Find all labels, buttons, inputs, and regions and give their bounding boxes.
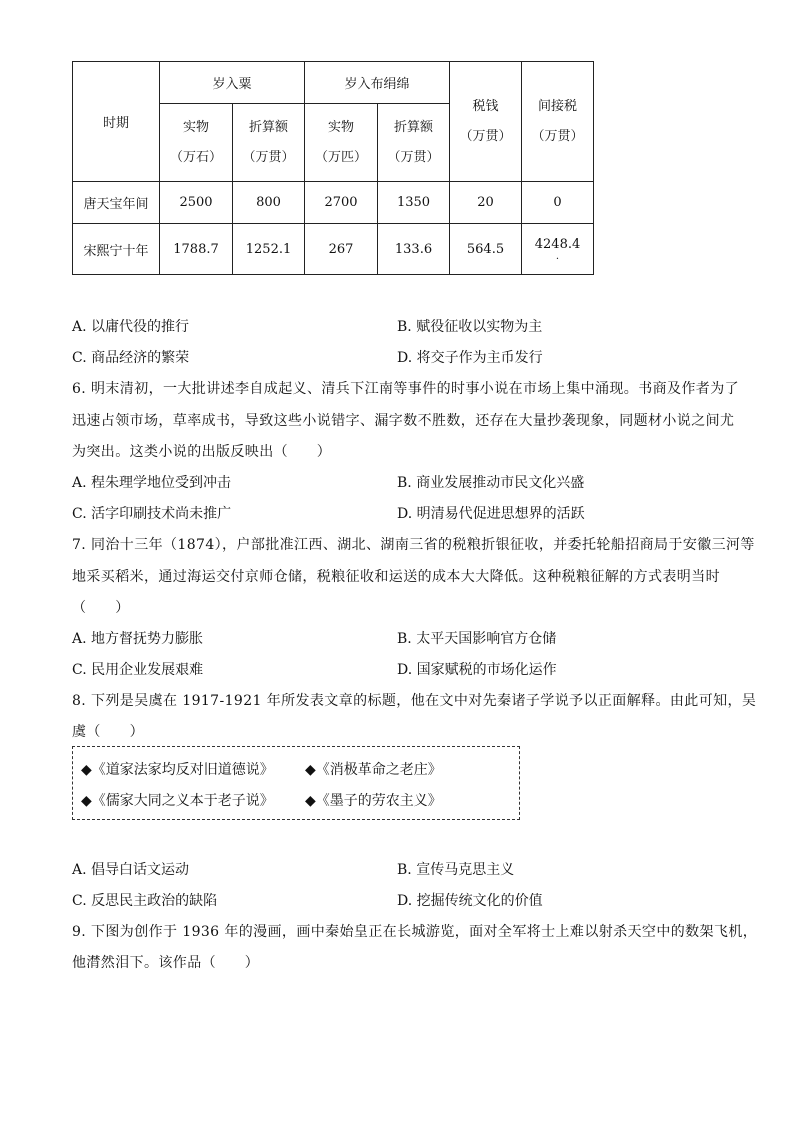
header-period: 时期 [73,62,160,182]
header-cloth: 岁入布绢绵 [305,62,450,104]
q7-option-a[interactable]: A. 地方督抚势力膨胀 [72,631,204,647]
q6-option-c[interactable]: C. 活字印刷技术尚未推广 [72,506,232,522]
header-grain-physical: 实物 （万石） [160,104,233,182]
q8-option-b[interactable]: B. 宣传马克思主义 [397,862,515,878]
article-title: ◆《墨子的劳农主义》 [305,793,442,809]
q9-stem-line-1: 9. 下图为创作于 1936 年的漫画，画中秦始皇正在长城游览，面对全军将士上难以射杀天空中的数架飞机， [72,924,758,940]
q6-option-a[interactable]: A. 程朱理学地位受到冲击 [72,475,232,491]
article-titles-box [72,746,520,820]
cell-grain-value: 1252.1 [233,224,305,275]
q5-option-a[interactable]: A. 以庸代役的推行 [72,319,190,335]
cell-grain-value: 800 [233,182,305,224]
cell-cloth-physical: 267 [305,224,378,275]
q6-option-b[interactable]: B. 商业发展推动市民文化兴盛 [397,475,585,491]
cell-grain-physical: 2500 [160,182,233,224]
revenue-table [72,61,594,275]
header-grain-value: 折算额 （万贯） [233,104,305,182]
q9-stem-line-2: 他潸然泪下。该作品（ ） [72,955,260,971]
header-cloth-value: 折算额 （万贯） [378,104,450,182]
q6-option-d[interactable]: D. 明清易代促进思想界的活跃 [397,506,585,522]
table-row [73,224,594,275]
header-indirect-tax: 间接税 （万贯） [522,62,594,182]
q5-option-d[interactable]: D. 将交子作为主币发行 [397,350,543,366]
cell-indirect-tax: 4248.4 . [522,224,594,275]
q8-stem-line-2: 虞（ ） [72,724,144,740]
article-title: ◆《道家法家均反对旧道德说》 [81,762,274,778]
table-row [73,182,594,224]
q6-stem-line-3: 为突出。这类小说的出版反映出（ ） [72,444,332,460]
q8-stem-line-1: 8. 下列是吴虞在 1917-1921 年所发表文章的标题，他在文中对先秦诸子学说予以正面解释。由此可知，吴 [72,693,757,709]
cell-cloth-physical: 2700 [305,182,378,224]
article-title: ◆《儒家大同之义本于老子说》 [81,793,274,809]
q7-stem-line-3: （ ） [72,600,130,616]
article-title: ◆《消极革命之老庄》 [305,762,442,778]
q8-option-d[interactable]: D. 挖掘传统文化的价值 [397,893,543,909]
cell-tax-money: 20 [450,182,522,224]
q5-option-b[interactable]: B. 赋役征收以实物为主 [397,319,543,335]
q7-option-c[interactable]: C. 民用企业发展艰难 [72,662,204,678]
header-grain: 岁入粟 [160,62,305,104]
q6-stem-line-1: 6. 明末清初，一大批讲述李自成起义、清兵下江南等事件的时事小说在市场上集中涌现。书商及作者为了 [72,381,740,397]
header-tax-money: 税钱 （万贯） [450,62,522,182]
q7-stem-line-1: 7. 同治十三年（1874），户部批准江西、湖北、湖南三省的税粮折银征收，并委托轮船招商局于安徽三河等 [72,537,755,553]
cell-grain-physical: 1788.7 [160,224,233,275]
q8-option-c[interactable]: C. 反思民主政治的缺陷 [72,893,218,909]
q7-stem-line-2: 地采买稻米，通过海运交付京师仓储，税粮征收和运送的成本大大降低。这种税粮征解的方式表明当时 [72,569,720,585]
cell-tax-money: 564.5 [450,224,522,275]
cell-period: 宋熙宁十年 [73,224,160,275]
cell-cloth-value: 1350 [378,182,450,224]
q5-option-c[interactable]: C. 商品经济的繁荣 [72,350,190,366]
header-cloth-physical: 实物 （万匹） [305,104,378,182]
cell-cloth-value: 133.6 [378,224,450,275]
q6-stem-line-2: 迅速占领市场，草率成书，导致这些小说错字、漏字数不胜数，还存在大量抄袭现象，同题材小说之间尤 [72,413,735,429]
q7-option-b[interactable]: B. 太平天国影响官方仓储 [397,631,557,647]
cell-period: 唐天宝年间 [73,182,160,224]
q8-option-a[interactable]: A. 倡导白话文运动 [72,862,190,878]
cell-indirect-tax: 0 [522,182,594,224]
q7-option-d[interactable]: D. 国家赋税的市场化运作 [397,662,557,678]
